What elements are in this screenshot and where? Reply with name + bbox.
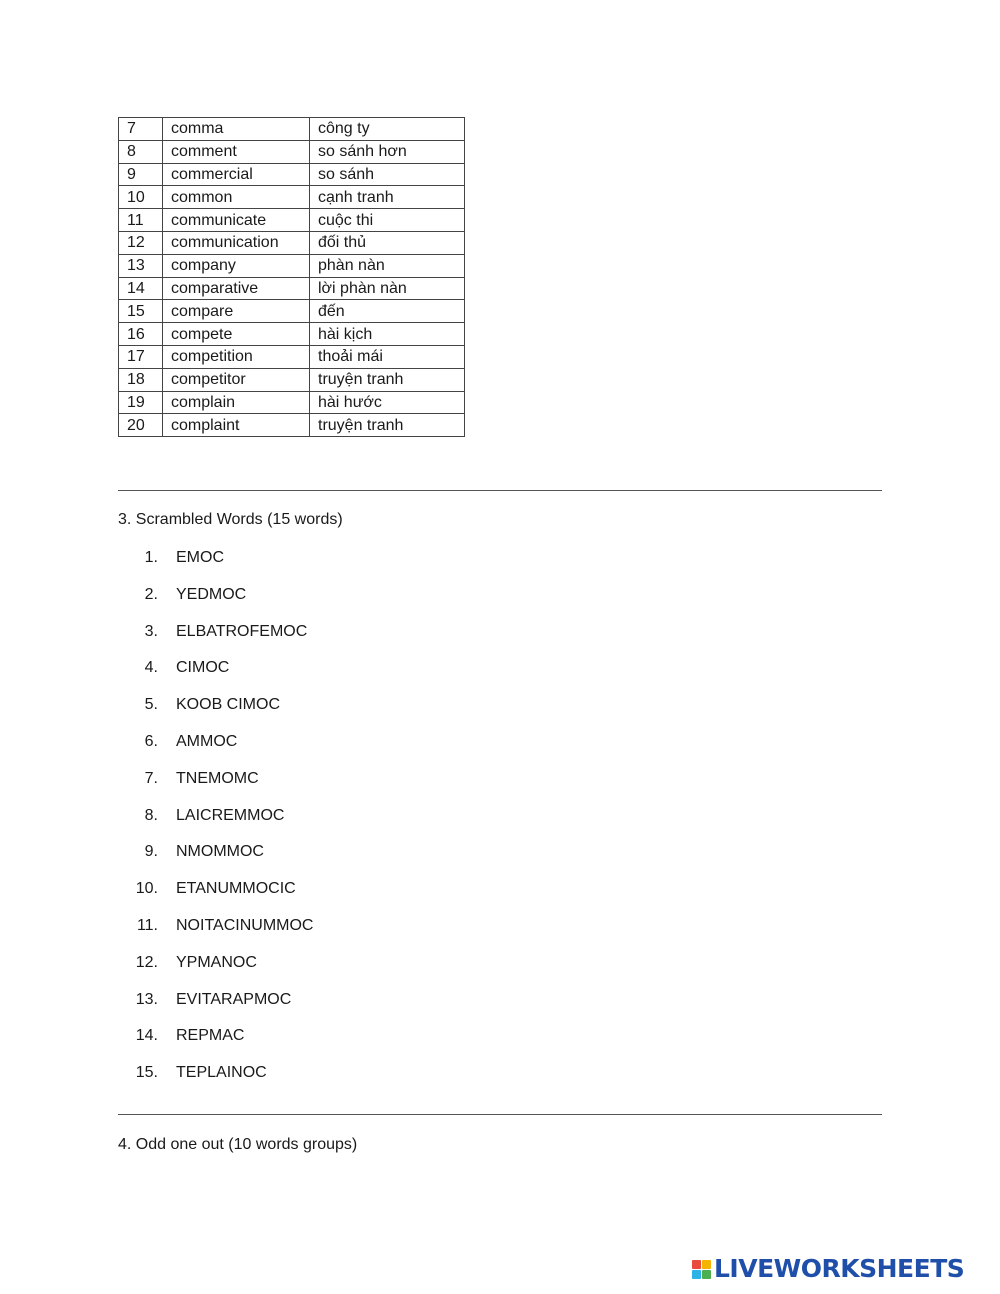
table-row [119,323,465,346]
list-item-number: 13. [135,990,158,1008]
row-meaning: so sánh hơn [310,140,465,163]
row-number: 9 [119,163,163,186]
list-item-number: 14. [135,1027,158,1045]
list-item [118,547,313,584]
scrambled-word: ETANUMMOCIC [176,880,296,898]
list-item [118,768,313,805]
row-number: 8 [119,140,163,163]
scrambled-word: KOOB CIMOC [176,696,281,714]
list-item [118,731,313,768]
table-row [119,345,465,368]
scrambled-word: EMOC [176,549,224,566]
table-row [119,300,465,323]
list-item-number: 11. [136,916,158,934]
list-item-number: 1. [144,549,158,566]
row-word: company [163,254,310,277]
row-number: 18 [119,368,163,391]
row-word: communicate [163,209,310,232]
row-word: comma [163,118,310,141]
row-meaning: cạnh tranh [310,186,465,209]
list-item-number: 3. [144,622,158,640]
vocabulary-table-body [119,118,465,437]
row-number: 15 [119,300,163,323]
row-word: comment [163,140,310,163]
list-item-number: 5. [144,696,158,714]
scrambled-word: AMMOC [176,732,238,750]
scrambled-word: TNEMOMC [176,769,259,787]
row-meaning: truyện tranh [310,368,465,391]
odd-one-out-heading: 4. Odd one out (10 words groups) [118,1136,358,1153]
scrambled-word: NMOMMOC [176,843,264,861]
list-item-number: 15. [135,1064,158,1082]
scrambled-word: TEPLAINOC [176,1064,267,1082]
row-number: 7 [119,118,163,141]
logo-square-yellow [702,1260,711,1269]
row-word: competitor [163,368,310,391]
section-divider [118,490,882,491]
liveworksheets-brand [692,1252,964,1286]
scrambled-words-heading: 3. Scrambled Words (15 words) [118,511,343,528]
list-item [118,915,313,952]
scrambled-word: NOITACINUMMOC [176,916,314,934]
brand-name: LIVEWORKSHEETS [714,1254,965,1283]
list-item-number: 12. [135,953,158,971]
scrambled-word: YPMANOC [176,953,257,971]
row-number: 19 [119,391,163,414]
row-meaning: phàn nàn [310,254,465,277]
table-row [119,209,465,232]
row-meaning: hài kịch [310,323,465,346]
scrambled-words-list [118,547,313,1099]
row-meaning: truyện tranh [310,414,465,437]
list-item [118,841,313,878]
row-word: compete [163,323,310,346]
scrambled-word: REPMAC [176,1027,245,1045]
scrambled-word: CIMOC [176,659,230,677]
row-word: complaint [163,414,310,437]
list-item [118,878,313,915]
list-item-number: 4. [144,659,158,677]
table-row [119,391,465,414]
row-number: 14 [119,277,163,300]
row-meaning: đến [310,300,465,323]
vocabulary-table [118,117,465,437]
table-row [119,186,465,209]
row-meaning: đối thủ [310,231,465,254]
table-row [119,254,465,277]
logo-square-blue [692,1270,701,1279]
table-row [119,231,465,254]
list-item-number: 6. [144,732,158,750]
row-word: communication [163,231,310,254]
list-item-number: 9. [144,843,158,861]
scrambled-word: LAICREMMOC [176,806,285,824]
list-item [118,952,313,989]
list-item [118,657,313,694]
row-meaning: công ty [310,118,465,141]
row-meaning: lời phàn nàn [310,277,465,300]
liveworksheets-logo-icon [692,1260,711,1279]
row-number: 12 [119,231,163,254]
row-number: 13 [119,254,163,277]
list-item-number: 7. [144,769,158,787]
section-divider [118,1114,882,1115]
table-row [119,140,465,163]
row-number: 20 [119,414,163,437]
list-item [118,805,313,842]
list-item [118,1062,313,1099]
logo-square-green [702,1270,711,1279]
row-number: 16 [119,323,163,346]
logo-square-red [692,1260,701,1269]
list-item-number: 2. [144,585,158,603]
list-item [118,621,313,658]
row-word: compare [163,300,310,323]
list-item [118,1025,313,1062]
row-number: 17 [119,345,163,368]
row-word: competition [163,345,310,368]
list-item [118,989,313,1026]
list-item [118,694,313,731]
row-meaning: hài hước [310,391,465,414]
row-meaning: thoải mái [310,345,465,368]
table-row [119,118,465,141]
scrambled-word: YEDMOC [176,585,247,603]
list-item-number: 8. [144,806,158,824]
table-row [119,163,465,186]
scrambled-word: EVITARAPMOC [176,990,292,1008]
list-item-number: 10. [135,880,158,898]
row-word: commercial [163,163,310,186]
row-word: complain [163,391,310,414]
scrambled-word: ELBATROFEMOC [176,622,308,640]
row-word: comparative [163,277,310,300]
row-number: 10 [119,186,163,209]
row-meaning: cuộc thi [310,209,465,232]
table-row [119,277,465,300]
row-number: 11 [119,209,163,232]
row-meaning: so sánh [310,163,465,186]
row-word: common [163,186,310,209]
list-item [118,584,313,621]
table-row [119,368,465,391]
table-row [119,414,465,437]
